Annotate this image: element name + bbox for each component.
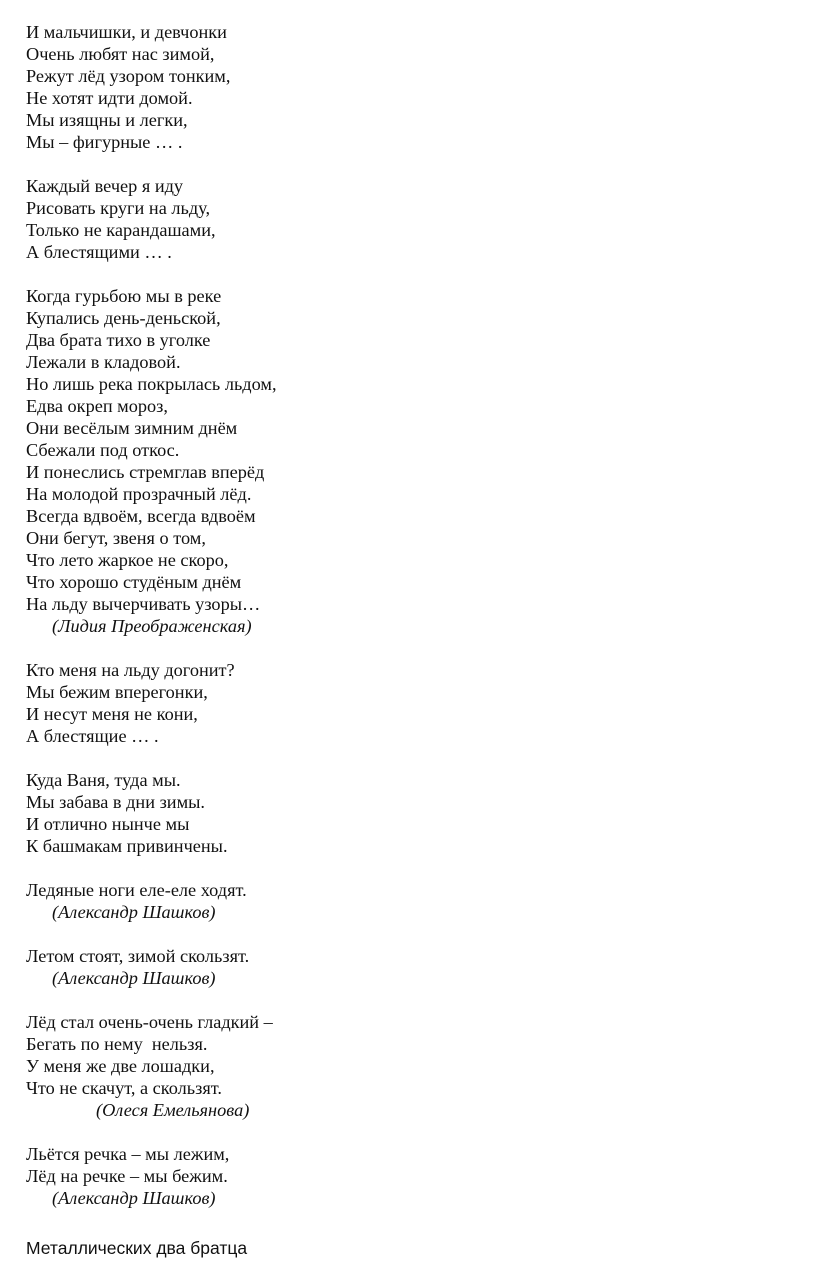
riddle-stanza (26, 879, 786, 923)
poem-line: Лёд на речке – мы бежим. (26, 1166, 228, 1186)
poem-line: И несут меня не кони, (26, 704, 198, 724)
riddle-stanza (26, 945, 786, 989)
stanza-gap (26, 153, 786, 175)
riddle-stanza (26, 21, 786, 153)
riddle-stanza (26, 659, 786, 747)
poem-line: Лёд стал очень-очень гладкий – (26, 1012, 273, 1032)
author-credit: (Лидия Преображенская) (52, 616, 252, 636)
poem-line: Что хорошо студёным днём (26, 572, 242, 592)
poem-line: Куда Ваня, туда мы. (26, 770, 181, 790)
stanza-gap (26, 637, 786, 659)
riddle-stanza (26, 1143, 786, 1209)
poem-line: У меня же две лошадки, (26, 1056, 215, 1076)
poem-line: Ледяные ноги еле-еле ходят. (26, 880, 247, 900)
stanza-gap (26, 747, 786, 769)
riddle-stanza (26, 285, 786, 637)
stanza-gap (26, 923, 786, 945)
author-credit: (Александр Шашков) (52, 1188, 216, 1208)
stanza-gap (26, 263, 786, 285)
poem-line: На молодой прозрачный лёд. (26, 484, 252, 504)
poem-text (26, 21, 786, 1209)
poem-line: Всегда вдвоём, всегда вдвоём (26, 506, 256, 526)
stanza-gap (26, 857, 786, 879)
poem-line: Рисовать круги на льду, (26, 198, 211, 218)
poem-line: И понеслись стремглав вперёд (26, 462, 265, 482)
riddle-stanza (26, 769, 786, 857)
poem-line: Только не карандашами, (26, 220, 216, 240)
poem-line: А блестящими … . (26, 242, 172, 262)
poem-line: Что лето жаркое не скоро, (26, 550, 229, 570)
poem-line: И отлично нынче мы (26, 814, 190, 834)
poem-line: Лежали в кладовой. (26, 352, 181, 372)
poem-line: Летом стоят, зимой скользят. (26, 946, 250, 966)
author-credit: (Александр Шашков) (52, 902, 216, 922)
poem-line: На льду вычерчивать узоры… (26, 594, 261, 614)
poem-line: Они весёлым зимним днём (26, 418, 238, 438)
poem-line: Режут лёд узором тонким, (26, 66, 231, 86)
poem-line: Едва окреп мороз, (26, 396, 168, 416)
poem-line: Сбежали под откос. (26, 440, 180, 460)
poem-line: Мы забава в дни зимы. (26, 792, 206, 812)
poem-line: Мы изящны и легки, (26, 110, 188, 130)
poem-line: И мальчишки, и девчонки (26, 22, 227, 42)
poem-line: Кто меня на льду догонит? (26, 660, 235, 680)
poem-line: Льётся речка – мы лежим, (26, 1144, 230, 1164)
author-credit: (Олеся Емельянова) (96, 1100, 250, 1120)
poem-line-sans: Металлических два братца (26, 1238, 248, 1258)
poem-line: Они бегут, звеня о том, (26, 528, 206, 548)
poem-line: А блестящие … . (26, 726, 159, 746)
poem-line: Купались день-деньской, (26, 308, 221, 328)
poem-line: Не хотят идти домой. (26, 88, 193, 108)
poem-line: Два брата тихо в уголке (26, 330, 211, 350)
poem-line: Мы бежим вперегонки, (26, 682, 208, 702)
poem-line: Очень любят нас зимой, (26, 44, 215, 64)
poem-line: Что не скачут, а скользят. (26, 1078, 222, 1098)
poem-line: К башмакам привинчены. (26, 836, 228, 856)
poem-line: Когда гурьбою мы в реке (26, 286, 222, 306)
stanza-gap (26, 1121, 786, 1143)
poem-line: Но лишь река покрылась льдом, (26, 374, 277, 394)
stanza-gap (26, 989, 786, 1011)
poem-line: Мы – фигурные … . (26, 132, 183, 152)
riddle-stanza (26, 1011, 786, 1121)
poem-line: Каждый вечер я иду (26, 176, 184, 196)
author-credit: (Александр Шашков) (52, 968, 216, 988)
riddle-stanza (26, 175, 786, 263)
poem-line: Бегать по нему нельзя. (26, 1034, 208, 1054)
